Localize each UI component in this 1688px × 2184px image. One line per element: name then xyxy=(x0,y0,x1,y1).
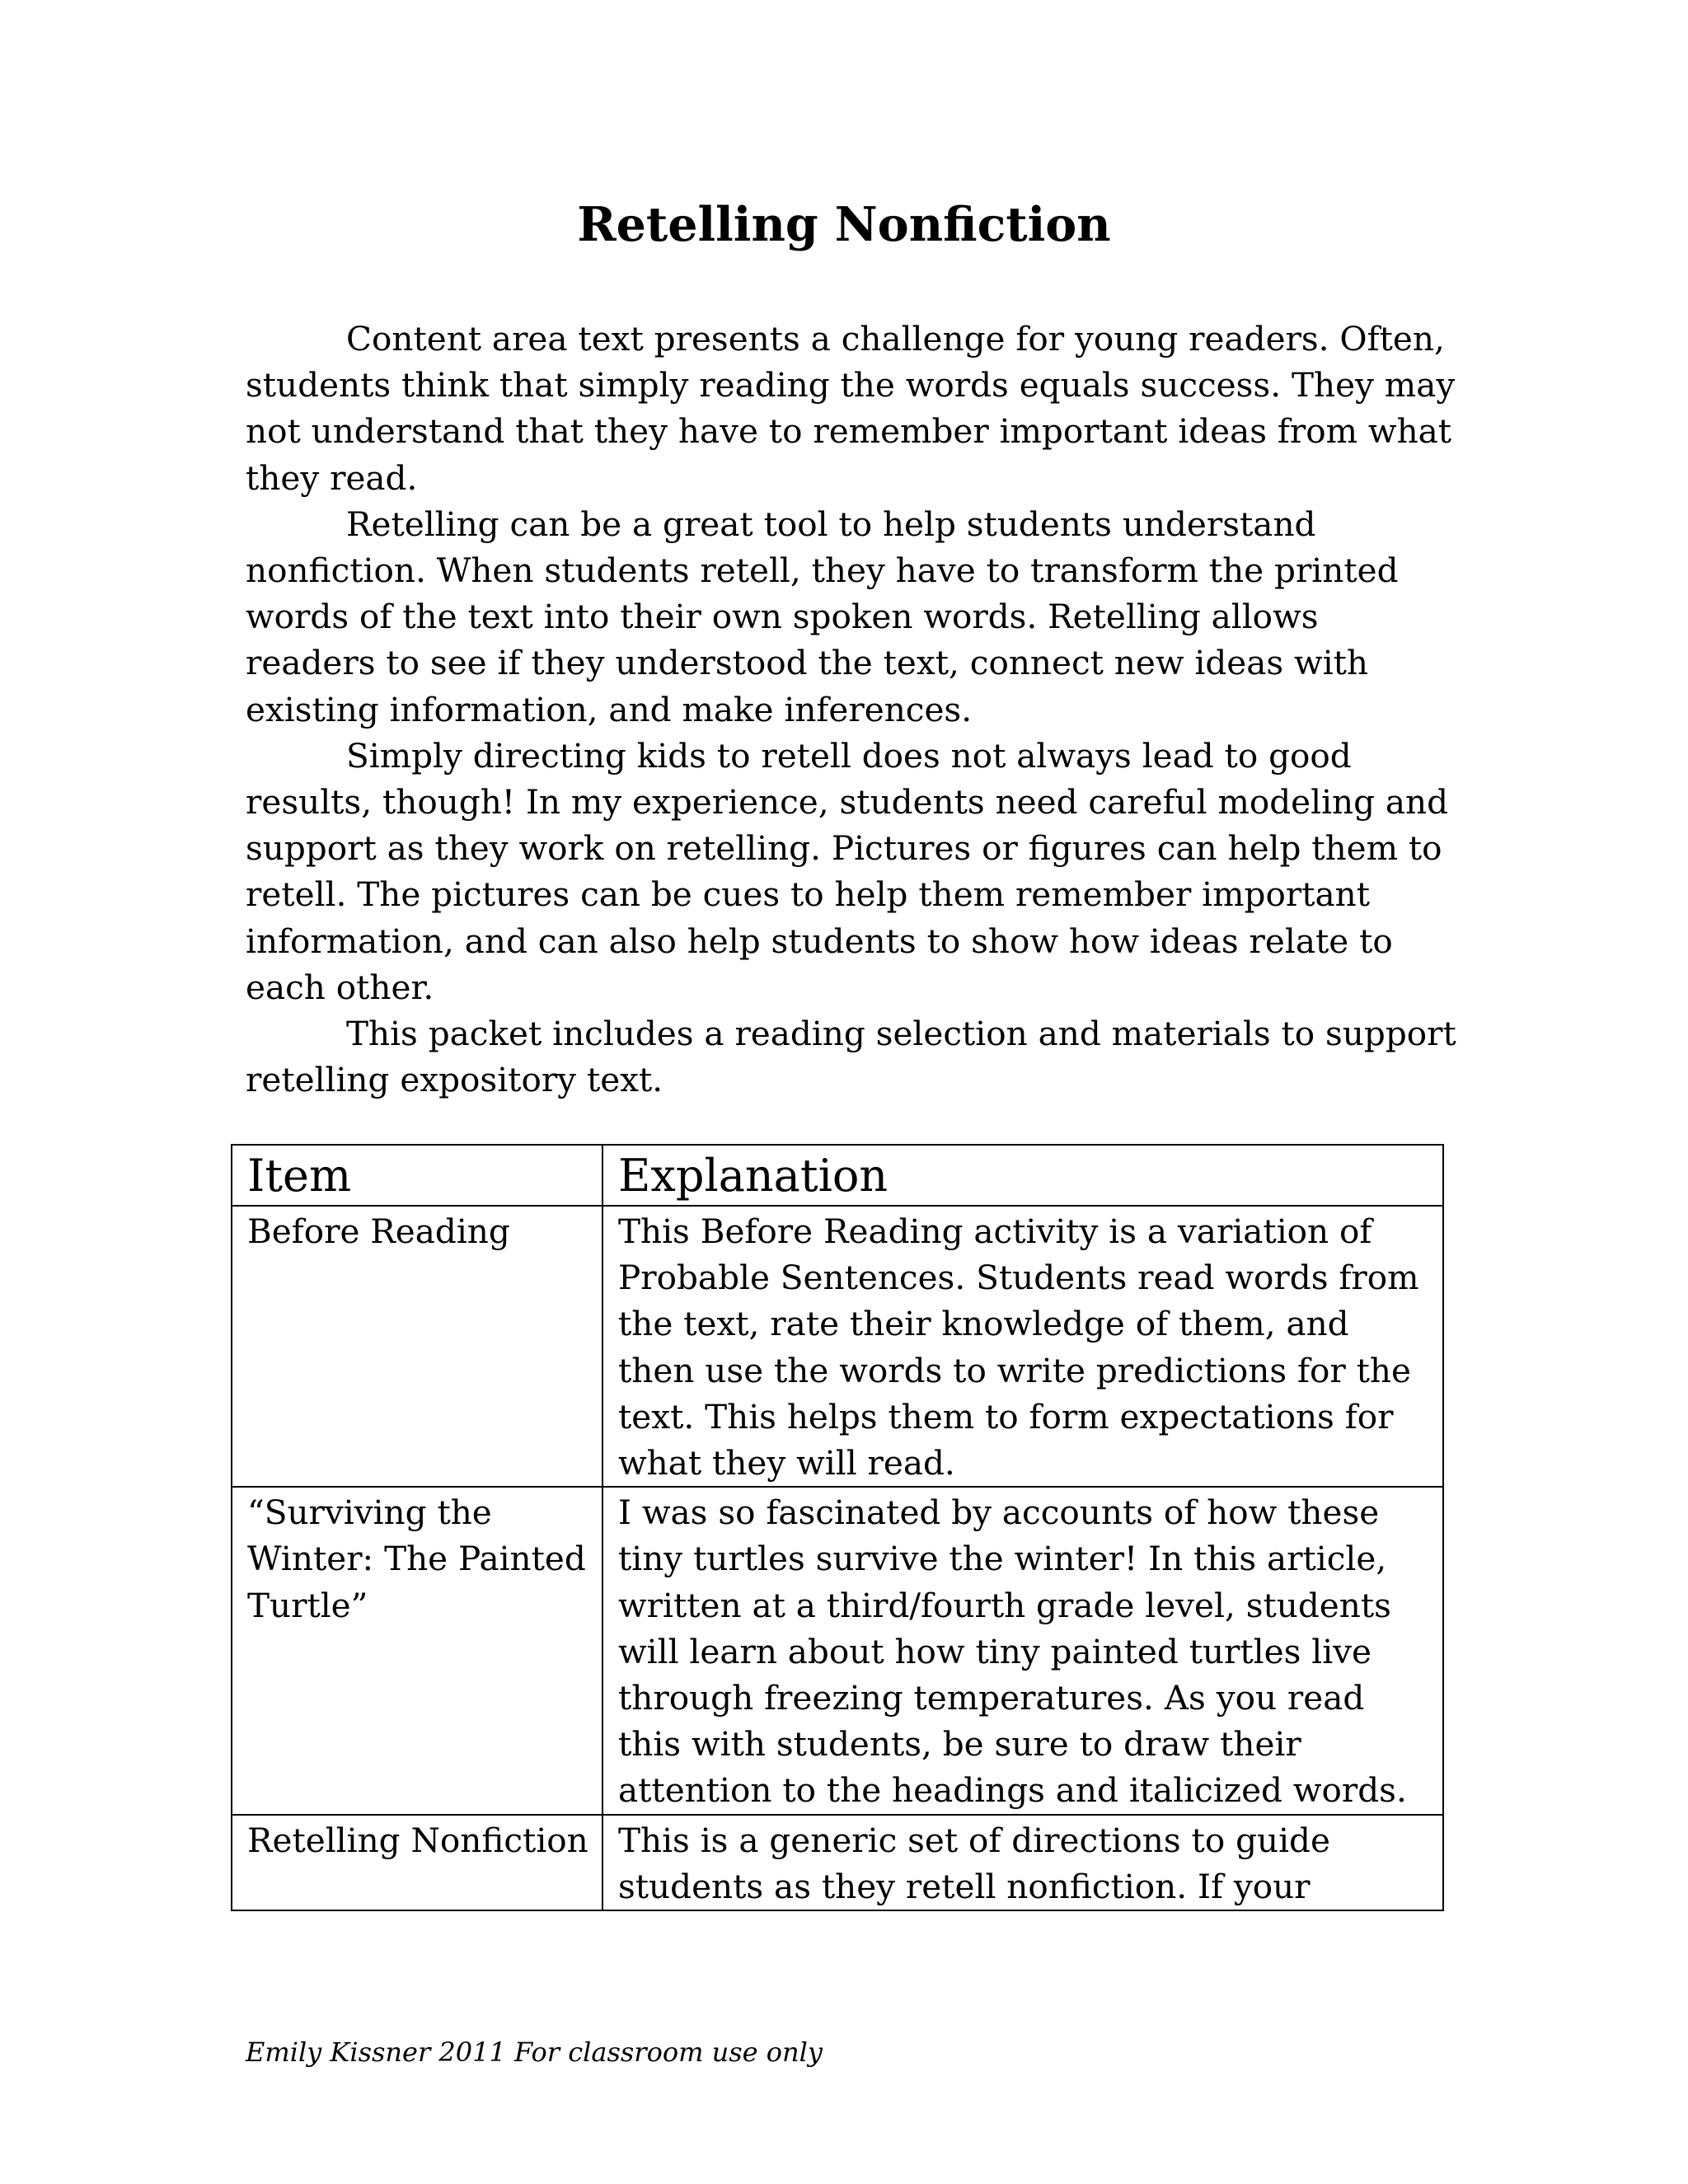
intro-paragraph-4: This packet includes a reading selection and materials to support retelling expository text. xyxy=(246,1014,1456,1100)
header-explanation: Explanation xyxy=(603,1145,1443,1206)
intro-text xyxy=(246,316,1457,1103)
table-header-row xyxy=(232,1145,1443,1206)
row-explanation: This Before Reading activity is a variation of Probable Sentences. Students read words from the text, rate their knowledge of them, and then use the words to write predictions for the text. This helps them to form expectations for what they will read. xyxy=(603,1206,1443,1487)
row-item: “Surviving the Winter: The Painted Turtle” xyxy=(232,1487,603,1814)
table-row xyxy=(232,1487,1443,1814)
items-table xyxy=(231,1144,1444,1911)
row-explanation: I was so fascinated by accounts of how these tiny turtles survive the winter! In this article, written at a third/fourth grade level, students will learn about how tiny painted turtles live through freezing temperatures. As you read this with students, be sure to draw their attention to the headings and italicized words. xyxy=(603,1487,1443,1814)
table-row xyxy=(232,1815,1443,1910)
footer-note: Emily Kissner 2011 For classroom use only xyxy=(246,2036,823,2068)
row-explanation: This is a generic set of directions to guide students as they retell nonfiction. If your xyxy=(603,1815,1443,1910)
table-row xyxy=(232,1206,1443,1487)
header-item: Item xyxy=(232,1145,603,1206)
row-item: Retelling Nonfiction xyxy=(232,1815,603,1910)
row-item: Before Reading xyxy=(232,1206,603,1487)
intro-paragraph-1: Content area text presents a challenge for young readers. Often, students think that simply reading the words equals success. They may not understand that they have to remember important ideas from what they read. xyxy=(246,319,1456,498)
intro-paragraph-2: Retelling can be a great tool to help students understand nonfiction. When students retell, they have to transform the printed words of the text into their own spoken words. Retelling allows readers to see if they understood the text, connect new ideas with existing information, and make inferences. xyxy=(246,504,1399,729)
page-title: Retelling Nonfiction xyxy=(577,197,1111,252)
intro-paragraph-3: Simply directing kids to retell does not always lead to good results, though! In my experience, students need careful modeling and support as they work on retelling. Pictures or figures can help them to retell. The pictures can be cues to help them remember important information, and can also help students to show how ideas relate to each other. xyxy=(246,735,1449,1007)
